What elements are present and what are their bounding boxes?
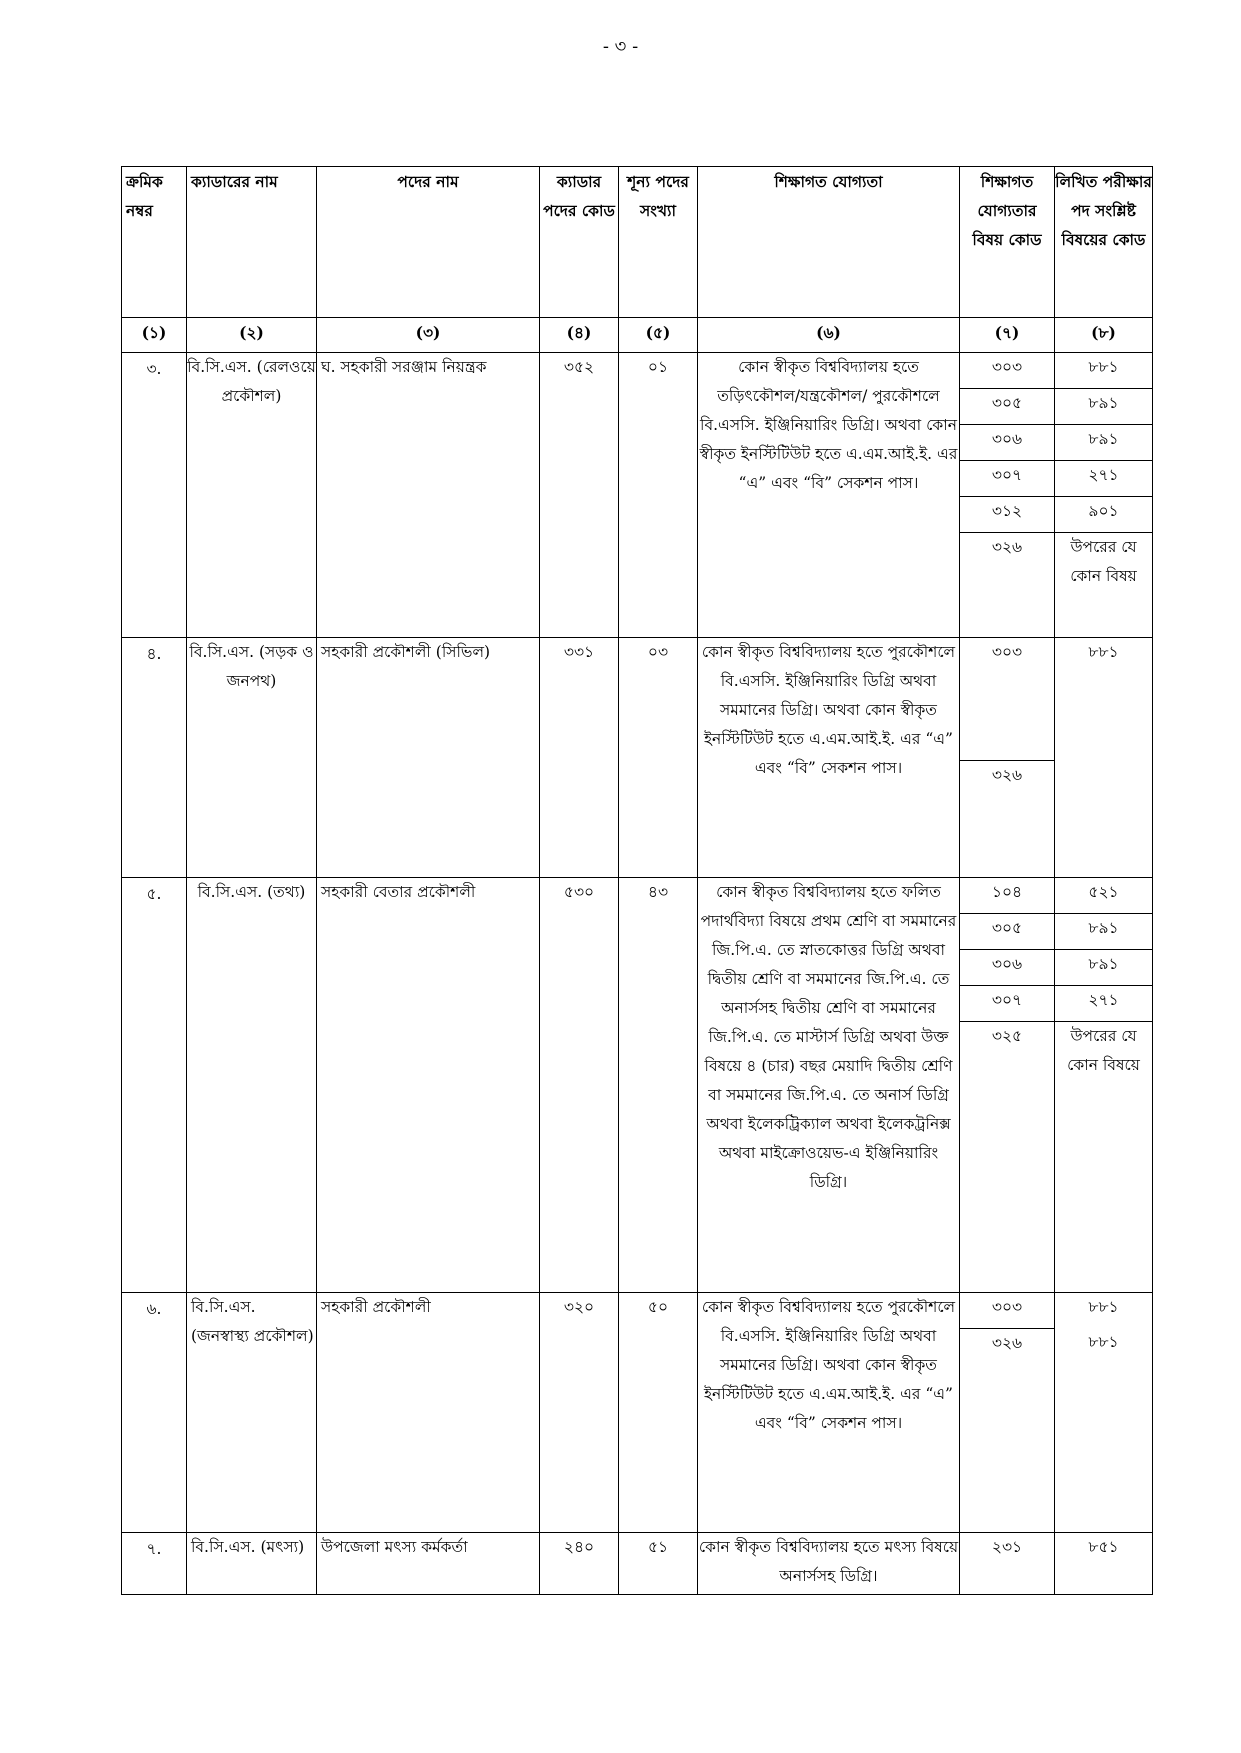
col-number: (৭) [960, 318, 1055, 353]
table-row [122, 1293, 1153, 1533]
vacancy-cell: ০১ [619, 353, 698, 638]
subject-code: ৩০৫ [960, 389, 1054, 425]
subject-code: ৩০৩ [960, 353, 1054, 389]
subject-code-cell [960, 638, 1055, 878]
subject-code-cell [960, 1293, 1055, 1533]
col-number: (৪) [540, 318, 619, 353]
exam-code: ৮৮১ [1088, 1298, 1119, 1316]
exam-code-cell [1055, 878, 1153, 1293]
exam-code: উপরের যে কোন বিষয় [1070, 538, 1137, 585]
exam-code: ৮৯১ [1055, 914, 1152, 950]
subject-code: ৩০৬ [960, 950, 1054, 986]
post-cell: সহকারী প্রকৌশলী [317, 1293, 540, 1533]
post-cell: সহকারী বেতার প্রকৌশলী [317, 878, 540, 1293]
col-number: (৫) [619, 318, 698, 353]
post-cell: ঘ. সহকারী সরঞ্জাম নিয়ন্ত্রক [317, 353, 540, 638]
cadre-cell: বি.সি.এস. (সড়ক ও জনপথ) [187, 638, 317, 878]
post-cell: সহকারী প্রকৌশলী (সিভিল) [317, 638, 540, 878]
exam-code: ৮৯১ [1055, 950, 1152, 986]
subject-code: ৩২৬ [991, 1334, 1023, 1352]
exam-code: উপরের যে কোন বিষয়ে [1067, 1027, 1140, 1074]
qualification-cell: কোন স্বীকৃত বিশ্ববিদ্যালয় হতে তড়িৎকৌশল/যন্ত্রকৌশল/ পুরকৌশলে বি.এসসি. ইঞ্জিনিয়ারিং ডিগ্রি। অথবা কোন স্বীকৃত ইনস্টিটিউট হতে এ.এম.আই.ই. এর “এ” এবং “বি” সেকশন পাস। [698, 353, 960, 638]
code-cell: ৩৩১ [540, 638, 619, 878]
cadre-cell: বি.সি.এস. (রেলওয়ে প্রকৌশল) [187, 353, 317, 638]
serial-cell: ৭. [122, 1533, 187, 1595]
header-exam-code: লিখিত পরীক্ষার পদ সংশ্লিষ্ট বিষয়ের কোড [1055, 167, 1153, 318]
serial-cell: ৪. [122, 638, 187, 878]
exam-code-cell [1055, 353, 1153, 638]
subject-code: ৩০৬ [960, 425, 1054, 461]
code-cell: ৩৫২ [540, 353, 619, 638]
subject-code-cell [960, 353, 1055, 638]
qualification-cell: কোন স্বীকৃত বিশ্ববিদ্যালয় হতে পুরকৌশলে বি.এসসি. ইঞ্জিনিয়ারিং ডিগ্রি অথবা সমমানের ডিগ্রি। অথবা কোন স্বীকৃত ইনস্টিটিউট হতে এ.এম.আই.ই. এর “এ” এবং “বি” সেকশন পাস। [698, 638, 960, 878]
code-cell: ৫৩০ [540, 878, 619, 1293]
col-number: (৮) [1055, 318, 1153, 353]
subject-code-cell: ২৩১ [960, 1533, 1055, 1595]
header-post: পদের নাম [317, 167, 540, 318]
header-cadre: ক্যাডারের নাম [187, 167, 317, 318]
exam-code: ২৭১ [1055, 986, 1152, 1022]
header-code: ক্যাডার পদের কোড [540, 167, 619, 318]
serial-cell: ৫. [122, 878, 187, 1293]
serial-cell: ৬. [122, 1293, 187, 1533]
col-number: (১) [122, 318, 187, 353]
table-row [122, 353, 1153, 638]
header-subject-code: শিক্ষাগত যোগ্যতার বিষয় কোড [960, 167, 1055, 318]
cadre-cell: বি.সি.এস. (তথ্য) [187, 878, 317, 1293]
exam-code: ৯০১ [1055, 497, 1152, 533]
table-row [122, 1533, 1153, 1595]
qualification-cell: কোন স্বীকৃত বিশ্ববিদ্যালয় হতে পুরকৌশলে বি.এসসি. ইঞ্জিনিয়ারিং ডিগ্রি অথবা সমমানের ডিগ্রি। অথবা কোন স্বীকৃত ইনস্টিটিউট হতে এ.এম.আই.ই. এর “এ” এবং “বি” সেকশন পাস। [698, 1293, 960, 1533]
subject-code: ১০৪ [960, 878, 1054, 914]
header-row [122, 167, 1153, 318]
exam-code: ৮৮১ [1088, 1333, 1119, 1351]
subject-code: ৩১২ [960, 497, 1054, 533]
subject-code: ৩০৩ [960, 1293, 1054, 1329]
exam-code: ৮৯১ [1055, 425, 1152, 461]
exam-code: ৮৯১ [1055, 389, 1152, 425]
cadre-cell: বি.সি.এস. (মৎস্য) [187, 1533, 317, 1595]
cadre-post-table [121, 166, 1153, 1595]
subject-code-cell [960, 878, 1055, 1293]
col-number: (৩) [317, 318, 540, 353]
subject-code: ৩০৭ [960, 461, 1054, 497]
subject-code: ৩০৭ [960, 986, 1054, 1022]
post-cell: উপজেলা মৎস্য কর্মকর্তা [317, 1533, 540, 1595]
exam-code: ২৭১ [1055, 461, 1152, 497]
col-number: (২) [187, 318, 317, 353]
table-row [122, 878, 1153, 1293]
header-serial: ক্রমিক নম্বর [122, 167, 187, 318]
subject-code: ৩০৫ [960, 914, 1054, 950]
code-cell: ৩২০ [540, 1293, 619, 1533]
exam-code-cell: ৮৫১ [1055, 1533, 1153, 1595]
subject-code: ৩২৬ [991, 538, 1023, 556]
page-number: - ৩ - [602, 36, 639, 57]
vacancy-cell: ৫০ [619, 1293, 698, 1533]
cadre-cell: বি.সি.এস. (জনস্বাস্থ্য প্রকৌশল) [187, 1293, 317, 1533]
subject-code: ৩২৬ [991, 766, 1023, 784]
exam-code-cell: ৮৮১ [1055, 638, 1153, 878]
vacancy-cell: ৫১ [619, 1533, 698, 1595]
table-row [122, 638, 1153, 878]
qualification-cell: কোন স্বীকৃত বিশ্ববিদ্যালয় হতে মৎস্য বিষয়ে অনার্সসহ ডিগ্রি। [698, 1533, 960, 1595]
exam-code-cell [1055, 1293, 1153, 1533]
subject-code: ৩০৩ [960, 638, 1054, 761]
header-vacancy: শূন্য পদের সংখ্যা [619, 167, 698, 318]
serial-cell: ৩. [122, 353, 187, 638]
code-cell: ২৪০ [540, 1533, 619, 1595]
header-qualification: শিক্ষাগত যোগ্যতা [698, 167, 960, 318]
qualification-cell: কোন স্বীকৃত বিশ্ববিদ্যালয় হতে ফলিত পদার্থবিদ্যা বিষয়ে প্রথম শ্রেণি বা সমমানের জি.পি.এ. তে স্নাতকোত্তর ডিগ্রি অথবা দ্বিতীয় শ্রেণি বা সমমানের জি.পি.এ. তে অনার্সসহ দ্বিতীয় শ্রেণি বা সমমানের জি.পি.এ. তে মাস্টার্স ডিগ্রি অথবা উক্ত বিষয়ে ৪ (চার) বছর মেয়াদি দ্বিতীয় শ্রেণি বা সমমানের জি.পি.এ. তে অনার্স ডিগ্রি অথবা ইলেকট্রিক্যাল অথবা ইলেকট্রনিক্স অথবা মাইক্রোওয়েভ-এ ইঞ্জিনিয়ারিং ডিগ্রি। [698, 878, 960, 1293]
exam-code: ৮৮১ [1055, 353, 1152, 389]
column-number-row [122, 318, 1153, 353]
exam-code: ৫২১ [1055, 878, 1152, 914]
vacancy-cell: ৪৩ [619, 878, 698, 1293]
col-number: (৬) [698, 318, 960, 353]
subject-code: ৩২৫ [991, 1027, 1023, 1045]
vacancy-cell: ০৩ [619, 638, 698, 878]
